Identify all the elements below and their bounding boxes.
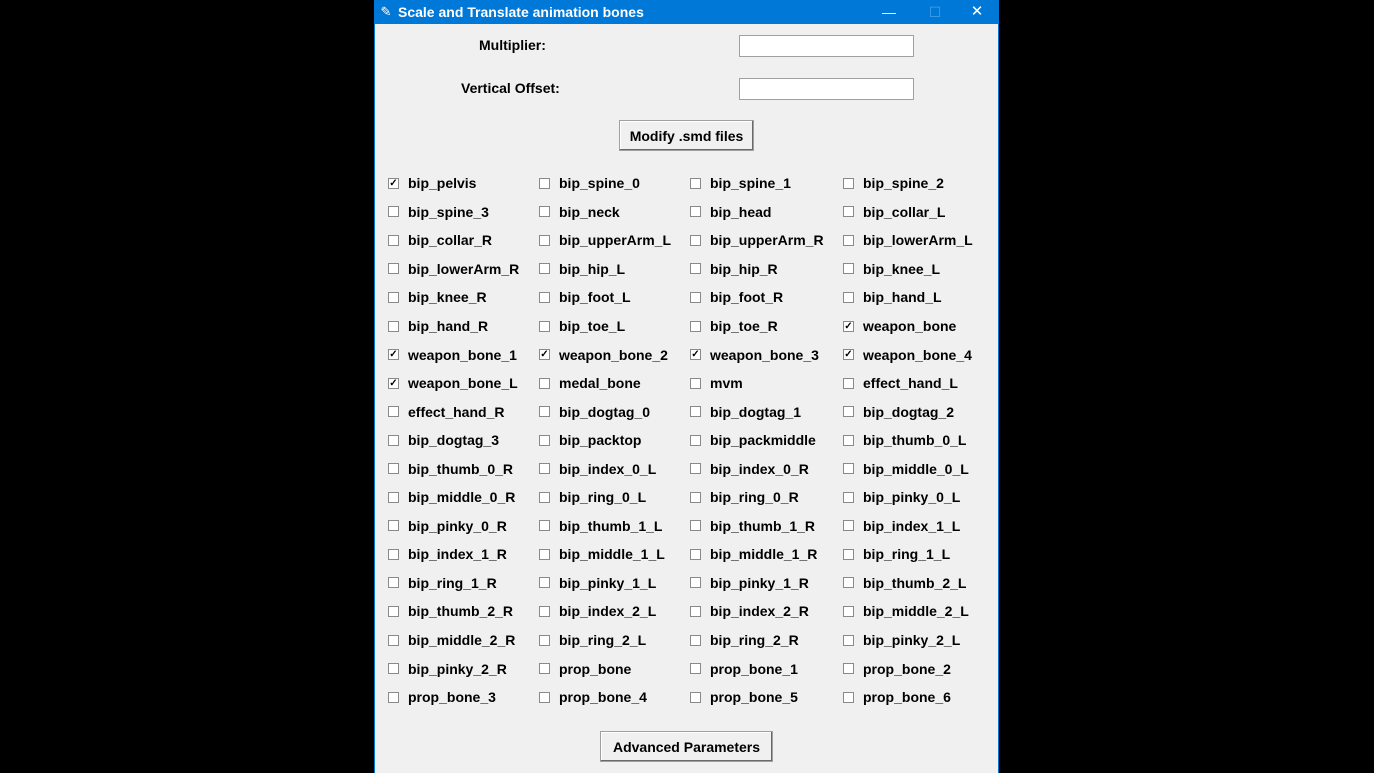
checkbox-unchecked-icon[interactable]	[539, 378, 550, 389]
bone-checkbox-prop_bone_5[interactable]	[690, 683, 843, 712]
bone-checkbox-bip_ring_1_R[interactable]	[388, 569, 539, 598]
bone-checkbox-bip_index_2_L[interactable]	[539, 597, 690, 626]
bone-label: weapon_bone_4	[863, 346, 972, 363]
bone-label: bip_pinky_2_L	[863, 632, 961, 649]
bone-label: bip_ring_1_R	[408, 574, 497, 591]
bone-checkbox-bip_thumb_0_L[interactable]	[843, 426, 993, 455]
bone-label: weapon_bone_1	[408, 346, 517, 363]
bone-label: bip_spine_1	[710, 175, 791, 192]
bone-label: bip_neck	[559, 203, 620, 220]
checkbox-unchecked-icon[interactable]	[843, 577, 854, 588]
app-window	[374, 0, 999, 773]
checkbox-checked-icon[interactable]: ✓	[389, 349, 398, 361]
checkbox-unchecked-icon[interactable]	[388, 235, 399, 246]
checkbox-unchecked-icon[interactable]	[843, 263, 854, 274]
checkbox-unchecked-icon[interactable]	[690, 692, 701, 703]
bone-label: prop_bone_1	[710, 660, 798, 677]
bone-label: bip_hip_L	[559, 260, 626, 277]
bone-label: bip_head	[710, 203, 772, 220]
bone-checkbox-bip_ring_0_L[interactable]	[539, 483, 690, 512]
bone-checkbox-bip_spine_0[interactable]	[539, 169, 690, 198]
bone-label: bip_dogtag_1	[710, 403, 802, 420]
bone-checkbox-bip_ring_2_R[interactable]	[690, 626, 843, 655]
checkbox-unchecked-icon[interactable]	[539, 178, 550, 189]
bone-label: bip_collar_R	[408, 232, 493, 249]
checkbox-unchecked-icon[interactable]	[690, 206, 701, 217]
bone-label: bip_index_2_L	[559, 603, 657, 620]
checkbox-unchecked-icon[interactable]	[843, 692, 854, 703]
checkbox-unchecked-icon[interactable]	[690, 635, 701, 646]
bone-checkbox-bip_packmiddle[interactable]	[690, 426, 843, 455]
bone-checkbox-bip_middle_2_L[interactable]	[843, 597, 993, 626]
bone-label: bip_packmiddle	[710, 432, 816, 449]
bone-checkbox-prop_bone_1[interactable]	[690, 654, 843, 683]
checkbox-unchecked-icon[interactable]	[539, 435, 550, 446]
bone-label: bip_thumb_2_L	[863, 574, 967, 591]
checkbox-unchecked-icon[interactable]	[539, 321, 550, 332]
bone-label: weapon_bone_L	[408, 375, 518, 392]
advanced-parameters-button[interactable]: Advanced Parameters	[600, 731, 773, 762]
checkbox-unchecked-icon[interactable]	[690, 435, 701, 446]
checkbox-unchecked-icon[interactable]	[388, 206, 399, 217]
bone-checkbox-bip_middle_2_R[interactable]	[388, 626, 539, 655]
bone-checkbox-bip_index_2_R[interactable]	[690, 597, 843, 626]
bone-label: effect_hand_R	[408, 403, 505, 420]
checkbox-unchecked-icon[interactable]	[843, 406, 854, 417]
bone-label: prop_bone_3	[408, 689, 496, 706]
bone-label: bip_ring_0_L	[559, 489, 647, 506]
bone-checkbox-bip_lowerArm_R[interactable]	[388, 255, 539, 284]
checkbox-checked-icon[interactable]: ✓	[844, 349, 853, 361]
checkbox-unchecked-icon[interactable]	[388, 663, 399, 674]
bone-label: bip_middle_0_L	[863, 460, 969, 477]
bone-label: bip_knee_L	[863, 260, 941, 277]
bone-label: bip_index_2_R	[710, 603, 809, 620]
checkbox-unchecked-icon[interactable]	[690, 321, 701, 332]
bone-label: bip_knee_R	[408, 289, 487, 306]
window-title: Scale and Translate animation bones	[398, 4, 644, 20]
bone-checkbox-bip_spine_1[interactable]	[690, 169, 843, 198]
checkbox-unchecked-icon[interactable]	[539, 663, 550, 674]
minimize-button[interactable]: —	[882, 4, 896, 20]
checkbox-unchecked-icon[interactable]	[388, 520, 399, 531]
bone-checkbox-prop_bone_6[interactable]	[843, 683, 993, 712]
bone-label: bip_index_1_R	[408, 546, 507, 563]
bone-checkbox-bip_ring_2_L[interactable]	[539, 626, 690, 655]
bone-checkbox-bip_index_0_R[interactable]	[690, 454, 843, 483]
checkbox-unchecked-icon[interactable]	[539, 577, 550, 588]
checkbox-unchecked-icon[interactable]	[690, 292, 701, 303]
title-bar[interactable]	[375, 0, 998, 24]
bone-label: bip_ring_1_L	[863, 546, 951, 563]
bone-checkbox-bip_dogtag_2[interactable]	[843, 397, 993, 426]
vertical-offset-label: Vertical Offset:	[461, 80, 560, 96]
bone-checkbox-bip_pinky_1_L[interactable]	[539, 569, 690, 598]
bone-label: weapon_bone_3	[710, 346, 819, 363]
checkbox-unchecked-icon[interactable]	[690, 606, 701, 617]
bone-checkbox-bip_ring_1_L[interactable]	[843, 540, 993, 569]
checkbox-unchecked-icon[interactable]	[539, 263, 550, 274]
bone-checkbox-bip_pinky_1_R[interactable]	[690, 569, 843, 598]
bone-label: bip_collar_L	[863, 203, 946, 220]
checkbox-unchecked-icon[interactable]	[388, 292, 399, 303]
bone-checkbox-bip_collar_L[interactable]	[843, 198, 993, 227]
checkbox-unchecked-icon[interactable]	[388, 635, 399, 646]
bone-checkbox-mvm[interactable]	[690, 369, 843, 398]
bone-label: bip_index_0_L	[559, 460, 657, 477]
bone-checkbox-bip_toe_R[interactable]	[690, 312, 843, 341]
bone-checkbox-bip_toe_L[interactable]	[539, 312, 690, 341]
bone-checkbox-prop_bone_2[interactable]	[843, 654, 993, 683]
bone-label: weapon_bone	[863, 318, 957, 334]
bone-checkbox-bip_ring_0_R[interactable]	[690, 483, 843, 512]
bone-checkbox-bip_hand_R[interactable]	[388, 312, 539, 341]
bone-label: prop_bone_4	[559, 689, 647, 706]
bone-label: bip_thumb_2_R	[408, 603, 514, 620]
bone-checkbox-bip_middle_0_L[interactable]	[843, 454, 993, 483]
vertical-offset-input[interactable]	[739, 78, 914, 100]
bone-label: bip_middle_0_R	[408, 489, 516, 506]
checkbox-unchecked-icon[interactable]	[843, 435, 854, 446]
bone-label: bip_pinky_2_R	[408, 660, 507, 677]
bone-checkbox-bip_pinky_0_R[interactable]	[388, 512, 539, 541]
checkbox-checked-icon[interactable]: ✓	[389, 177, 398, 189]
bone-label: bip_dogtag_2	[863, 403, 955, 420]
bone-label: bip_foot_R	[710, 289, 784, 306]
bone-checkbox-bip_hip_R[interactable]	[690, 255, 843, 284]
bone-label: bip_pinky_0_L	[863, 489, 961, 506]
bone-checkbox-bip_middle_0_R[interactable]	[388, 483, 539, 512]
bone-label: bip_thumb_1_L	[559, 517, 663, 534]
checkbox-unchecked-icon[interactable]	[388, 492, 399, 503]
checkbox-unchecked-icon[interactable]	[388, 577, 399, 588]
bone-checkbox-weapon_bone_2[interactable]	[539, 340, 690, 369]
bone-label: bip_spine_3	[408, 203, 489, 220]
bone-checkbox-bip_index_0_L[interactable]	[539, 454, 690, 483]
bone-label: bip_foot_L	[559, 289, 631, 306]
bone-label: bip_pinky_0_R	[408, 517, 507, 534]
checkbox-unchecked-icon[interactable]	[690, 492, 701, 503]
bone-checkbox-bip_index_1_R[interactable]	[388, 540, 539, 569]
checkbox-checked-icon[interactable]: ✓	[691, 349, 700, 361]
bone-checkbox-bip_spine_3[interactable]	[388, 198, 539, 227]
bone-label: bip_thumb_1_R	[710, 517, 816, 534]
checkbox-unchecked-icon[interactable]	[539, 520, 550, 531]
bone-checkbox-prop_bone_4[interactable]	[539, 683, 690, 712]
close-button[interactable]: ✕	[970, 3, 984, 20]
bone-label: bip_dogtag_0	[559, 403, 651, 420]
checkbox-unchecked-icon[interactable]	[843, 492, 854, 503]
multiplier-label: Multiplier:	[479, 37, 546, 53]
checkbox-unchecked-icon[interactable]	[843, 235, 854, 246]
checkbox-unchecked-icon[interactable]	[690, 178, 701, 189]
bone-checkbox-bip_pinky_2_L[interactable]	[843, 626, 993, 655]
bone-label: mvm	[710, 375, 743, 392]
checkbox-unchecked-icon[interactable]	[843, 606, 854, 617]
bone-label: bip_hand_R	[408, 318, 489, 334]
bone-label: bip_spine_2	[863, 175, 944, 192]
bone-checkbox-weapon_bone_1[interactable]	[388, 340, 539, 369]
bone-checkbox-bip_upperArm_R[interactable]	[690, 226, 843, 255]
bone-checkbox-bip_pelvis[interactable]	[388, 169, 539, 198]
bone-checkbox-bip_dogtag_0[interactable]	[539, 397, 690, 426]
bone-checkbox-bip_middle_1_R[interactable]	[690, 540, 843, 569]
maximize-button[interactable]: ☐	[928, 4, 942, 20]
bone-label: bip_middle_2_R	[408, 632, 516, 649]
bone-label: bip_packtop	[559, 432, 642, 449]
bone-label: bip_index_1_L	[863, 517, 961, 534]
checkbox-unchecked-icon[interactable]	[388, 606, 399, 617]
bone-checkbox-bip_thumb_2_L[interactable]	[843, 569, 993, 598]
bone-checkbox-bip_dogtag_3[interactable]	[388, 426, 539, 455]
bone-label: bip_ring_2_R	[710, 632, 799, 649]
bone-checkbox-weapon_bone[interactable]	[843, 312, 993, 341]
bone-checkbox-bip_hip_L[interactable]	[539, 255, 690, 284]
checkbox-unchecked-icon[interactable]	[539, 635, 550, 646]
bone-label: prop_bone_6	[863, 689, 951, 706]
checkbox-checked-icon[interactable]: ✓	[844, 320, 853, 332]
bone-label: medal_bone	[559, 375, 641, 392]
bone-checkbox-bip_foot_R[interactable]	[690, 283, 843, 312]
bone-label: bip_pinky_1_R	[710, 574, 809, 591]
checkbox-unchecked-icon[interactable]	[843, 292, 854, 303]
bone-checkbox-bip_hand_L[interactable]	[843, 283, 993, 312]
checkbox-unchecked-icon[interactable]	[690, 549, 701, 560]
checkbox-unchecked-icon[interactable]	[843, 378, 854, 389]
bone-checkbox-bip_foot_L[interactable]	[539, 283, 690, 312]
bone-checkbox-bip_pinky_0_L[interactable]	[843, 483, 993, 512]
checkbox-unchecked-icon[interactable]	[539, 206, 550, 217]
checkbox-unchecked-icon[interactable]	[388, 406, 399, 417]
checkbox-checked-icon[interactable]: ✓	[540, 349, 549, 361]
bone-label: bip_hand_L	[863, 289, 942, 306]
checkbox-unchecked-icon[interactable]	[388, 435, 399, 446]
checkbox-unchecked-icon[interactable]	[690, 235, 701, 246]
bone-checkbox-effect_hand_L[interactable]	[843, 369, 993, 398]
bone-label: weapon_bone_2	[559, 346, 668, 363]
bone-checkbox-bip_pinky_2_R[interactable]	[388, 654, 539, 683]
feather-icon: ✎	[380, 4, 392, 19]
bone-label: bip_hip_R	[710, 260, 778, 277]
bone-label: bip_pelvis	[408, 175, 477, 192]
bone-checkbox-weapon_bone_4[interactable]	[843, 340, 993, 369]
checkbox-unchecked-icon[interactable]	[690, 263, 701, 274]
bone-checkbox-prop_bone_3[interactable]	[388, 683, 539, 712]
bone-checkbox-bip_thumb_2_R[interactable]	[388, 597, 539, 626]
bone-label: bip_lowerArm_R	[408, 260, 520, 277]
bone-checkbox-effect_hand_R[interactable]	[388, 397, 539, 426]
checkbox-unchecked-icon[interactable]	[388, 263, 399, 274]
bone-label: bip_middle_1_R	[710, 546, 818, 563]
checkbox-unchecked-icon[interactable]	[843, 206, 854, 217]
bone-checkbox-bip_thumb_1_L[interactable]	[539, 512, 690, 541]
bone-label: bip_toe_R	[710, 318, 778, 334]
bone-label: bip_spine_0	[559, 175, 640, 192]
bone-checkbox-bip_knee_L[interactable]	[843, 255, 993, 284]
checkbox-unchecked-icon[interactable]	[843, 663, 854, 674]
bone-label: bip_ring_0_R	[710, 489, 799, 506]
checkbox-unchecked-icon[interactable]	[539, 492, 550, 503]
checkbox-unchecked-icon[interactable]	[539, 292, 550, 303]
checkbox-unchecked-icon[interactable]	[690, 577, 701, 588]
bone-label: bip_thumb_0_L	[863, 432, 967, 449]
bone-checkbox-bip_upperArm_L[interactable]	[539, 226, 690, 255]
bone-checkbox-bip_knee_R[interactable]	[388, 283, 539, 312]
bone-checkbox-grid	[388, 169, 993, 711]
checkbox-unchecked-icon[interactable]	[539, 549, 550, 560]
bone-checkbox-bip_lowerArm_L[interactable]	[843, 226, 993, 255]
bone-label: bip_pinky_1_L	[559, 574, 657, 591]
bone-checkbox-bip_neck[interactable]	[539, 198, 690, 227]
checkbox-unchecked-icon[interactable]	[690, 520, 701, 531]
bone-label: bip_index_0_R	[710, 460, 809, 477]
bone-label: bip_middle_2_L	[863, 603, 969, 620]
checkbox-unchecked-icon[interactable]	[843, 463, 854, 474]
bone-checkbox-bip_thumb_0_R[interactable]	[388, 454, 539, 483]
bone-checkbox-bip_head[interactable]	[690, 198, 843, 227]
checkbox-unchecked-icon[interactable]	[843, 549, 854, 560]
bone-checkbox-bip_dogtag_1[interactable]	[690, 397, 843, 426]
bone-label: bip_upperArm_L	[559, 232, 672, 249]
modify-smd-files-button[interactable]: Modify .smd files	[619, 120, 754, 151]
checkbox-unchecked-icon[interactable]	[539, 463, 550, 474]
bone-label: bip_lowerArm_L	[863, 232, 973, 249]
checkbox-unchecked-icon[interactable]	[539, 692, 550, 703]
bone-checkbox-bip_packtop[interactable]	[539, 426, 690, 455]
bone-label: bip_middle_1_L	[559, 546, 665, 563]
bone-label: bip_dogtag_3	[408, 432, 500, 449]
checkbox-unchecked-icon[interactable]	[690, 463, 701, 474]
checkbox-checked-icon[interactable]: ✓	[389, 377, 398, 389]
bone-label: effect_hand_L	[863, 375, 958, 392]
checkbox-unchecked-icon[interactable]	[843, 635, 854, 646]
checkbox-unchecked-icon[interactable]	[388, 463, 399, 474]
checkbox-unchecked-icon[interactable]	[539, 606, 550, 617]
checkbox-unchecked-icon[interactable]	[690, 406, 701, 417]
bone-checkbox-bip_spine_2[interactable]	[843, 169, 993, 198]
bone-checkbox-weapon_bone_L[interactable]	[388, 369, 539, 398]
bone-label: bip_toe_L	[559, 318, 626, 334]
bone-label: prop_bone	[559, 660, 632, 677]
multiplier-input[interactable]	[739, 35, 914, 57]
checkbox-unchecked-icon[interactable]	[388, 321, 399, 332]
bone-checkbox-bip_collar_R[interactable]	[388, 226, 539, 255]
bone-checkbox-bip_thumb_1_R[interactable]	[690, 512, 843, 541]
bone-checkbox-bip_middle_1_L[interactable]	[539, 540, 690, 569]
checkbox-unchecked-icon[interactable]	[388, 549, 399, 560]
checkbox-unchecked-icon[interactable]	[843, 178, 854, 189]
bone-label: bip_upperArm_R	[710, 232, 824, 249]
checkbox-unchecked-icon[interactable]	[388, 692, 399, 703]
bone-checkbox-prop_bone[interactable]	[539, 654, 690, 683]
bone-checkbox-weapon_bone_3[interactable]	[690, 340, 843, 369]
checkbox-unchecked-icon[interactable]	[539, 406, 550, 417]
bone-label: bip_ring_2_L	[559, 632, 647, 649]
bone-label: bip_thumb_0_R	[408, 460, 514, 477]
checkbox-unchecked-icon[interactable]	[690, 663, 701, 674]
checkbox-unchecked-icon[interactable]	[539, 235, 550, 246]
bone-checkbox-bip_index_1_L[interactable]	[843, 512, 993, 541]
bone-label: prop_bone_2	[863, 660, 951, 677]
bone-label: prop_bone_5	[710, 689, 798, 706]
checkbox-unchecked-icon[interactable]	[690, 378, 701, 389]
checkbox-unchecked-icon[interactable]	[843, 520, 854, 531]
bone-checkbox-medal_bone[interactable]	[539, 369, 690, 398]
